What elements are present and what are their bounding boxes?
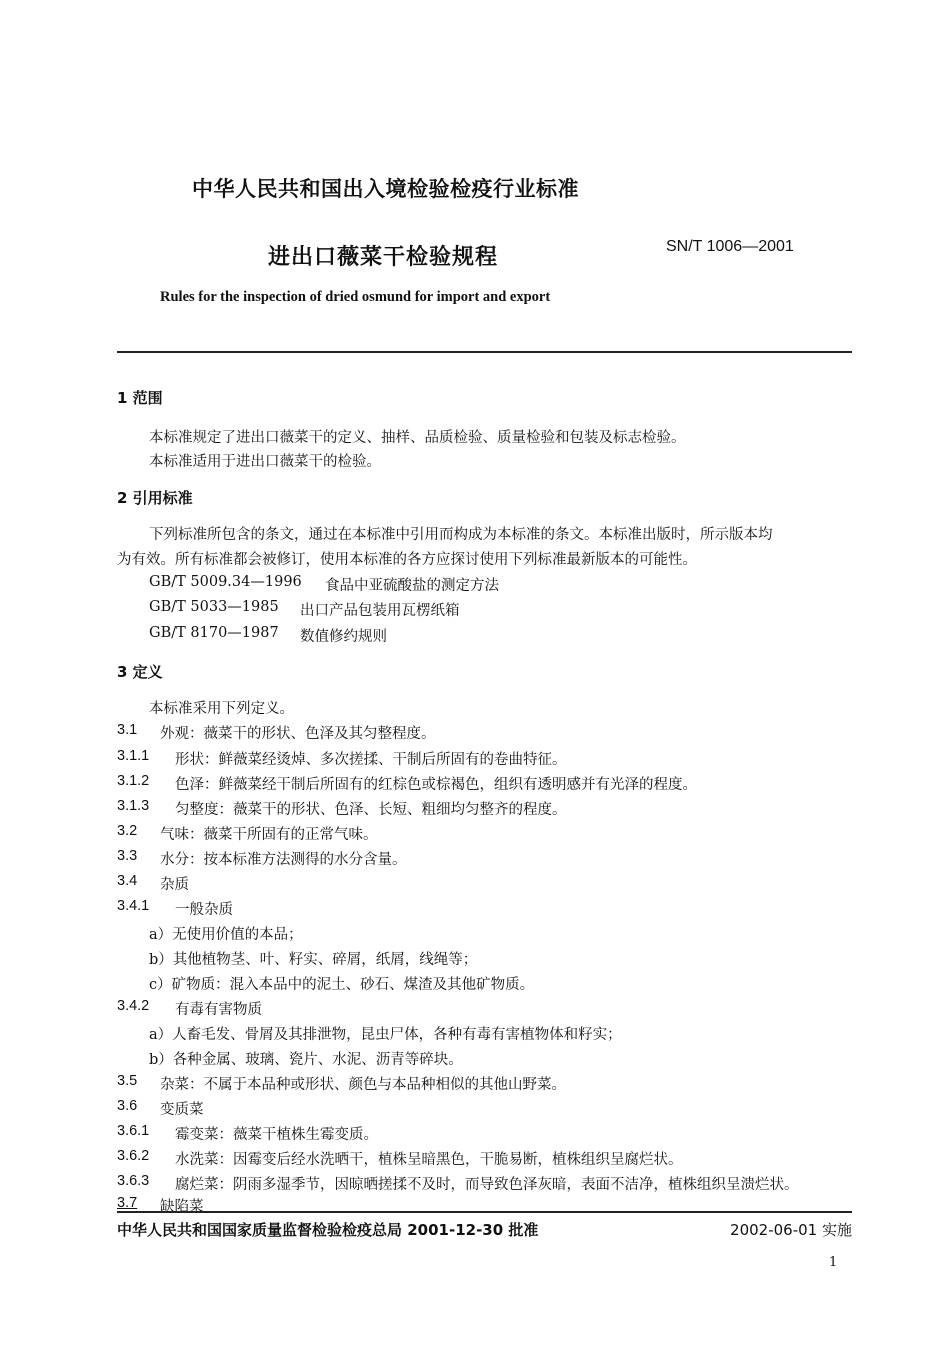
- section-1-paragraph: 本标准规定了进出口薇菜干的定义、抽样、品质检验、质量检验和包装及标志检验。: [149, 430, 686, 446]
- header-divider: [117, 351, 852, 353]
- footer-divider: [117, 1211, 852, 1213]
- definition-text: 杂菜：不属于本品种或形状、颜色与本品种相似的其他山野菜。: [160, 1077, 566, 1093]
- definition-number: 3.6: [117, 1098, 138, 1114]
- section-3-intro: 本标准采用下列定义。: [149, 701, 294, 717]
- definition-number: 3.1.1: [117, 748, 150, 764]
- definition-text: 水洗菜：因霉变后经水洗晒干，植株呈暗黑色，干脆易断，植株组织呈腐烂状。: [175, 1152, 683, 1168]
- document-title-english: Rules for the inspection of dried osmund for import and export: [160, 289, 551, 305]
- definition-subitem: b）各种金属、玻璃、瓷片、水泥、沥青等碎块。: [149, 1052, 463, 1068]
- implementation-date: 2002-06-01 实施: [730, 1221, 852, 1239]
- definition-subitem: c）矿物质：混入本品中的泥土、砂石、煤渣及其他矿物质。: [149, 977, 535, 993]
- page-number: 1: [829, 1255, 838, 1270]
- section-3-heading: 3 定义: [117, 663, 163, 681]
- definition-number: 3.4.2: [117, 998, 150, 1014]
- definition-number: 3.5: [117, 1073, 138, 1089]
- definition-number: 3.6.3: [117, 1173, 150, 1189]
- issuing-agency: 中华人民共和国出入境检验检疫行业标准: [192, 177, 579, 201]
- section-1-paragraph: 本标准适用于进出口薇菜干的检验。: [149, 454, 381, 470]
- definition-number: 3.1.2: [117, 773, 150, 789]
- definition-number: 3.4: [117, 873, 138, 889]
- definition-text: 形状：鲜薇菜经烫焯、多次搓揉、干制后所固有的卷曲特征。: [175, 752, 567, 768]
- definition-text: 一般杂质: [175, 902, 233, 918]
- document-title: 进出口薇菜干检验规程: [268, 245, 499, 270]
- definition-number: 3.1: [117, 722, 138, 738]
- definition-number: 3.2: [117, 823, 138, 839]
- reference-code: GB/T 5009.34—1996: [149, 574, 302, 590]
- definition-text: 杂质: [160, 877, 189, 893]
- definition-text: 气味：薇菜干所固有的正常气味。: [160, 827, 378, 843]
- definition-text: 霉变菜：薇菜干植株生霉变质。: [175, 1127, 378, 1143]
- definition-number: 3.6.1: [117, 1123, 150, 1139]
- definition-text: 有毒有害物质: [175, 1002, 262, 1018]
- definition-number: 3.3: [117, 848, 138, 864]
- definition-text: 变质菜: [160, 1102, 204, 1118]
- definition-number: 3.4.1: [117, 898, 150, 914]
- section-2-paragraph: 为有效。所有标准都会被修订，使用本标准的各方应探讨使用下列标准最新版本的可能性。: [117, 552, 697, 568]
- definition-subitem: b）其他植物茎、叶、籽实、碎屑，纸屑，线绳等；: [149, 952, 478, 968]
- reference-code: GB/T 5033—1985: [149, 599, 279, 615]
- reference-title: 数值修约规则: [300, 629, 387, 645]
- definition-text: 腐烂菜：阴雨多湿季节，因晾晒搓揉不及时，而导致色泽灰暗，表面不洁净，植株组织呈溃烂状。: [175, 1177, 799, 1193]
- reference-title: 出口产品包装用瓦楞纸箱: [300, 603, 460, 619]
- definition-subitem: a）无使用价值的本品；: [149, 927, 303, 943]
- definition-number: 3.6.2: [117, 1148, 150, 1164]
- definition-text: 缺陷菜: [160, 1199, 204, 1215]
- definition-number: 3.7: [117, 1195, 138, 1211]
- definition-text: 匀整度：薇菜干的形状、色泽、长短、粗细均匀整齐的程度。: [175, 802, 567, 818]
- definition-subitem: a）人畜毛发、骨屑及其排泄物，昆虫尸体，各种有毒有害植物体和籽实；: [149, 1027, 622, 1043]
- section-2-paragraph: 下列标准所包含的条文，通过在本标准中引用而构成为本标准的条文。本标准出版时，所示版本均: [149, 527, 773, 543]
- standard-number: SN/T 1006—2001: [666, 238, 794, 255]
- definition-number: 3.1.3: [117, 798, 150, 814]
- section-1-heading: 1 范围: [117, 389, 163, 407]
- reference-code: GB/T 8170—1987: [149, 625, 279, 641]
- section-2-heading: 2 引用标准: [117, 489, 193, 507]
- definition-text: 外观：薇菜干的形状、色泽及其匀整程度。: [160, 726, 436, 742]
- reference-title: 食品中亚硫酸盐的测定方法: [325, 578, 499, 594]
- approval-statement: 中华人民共和国国家质量监督检验检疫总局 2001-12-30 批准: [117, 1221, 539, 1239]
- definition-text: 色泽：鲜薇菜经干制后所固有的红棕色或棕褐色，组织有透明感并有光泽的程度。: [175, 777, 697, 793]
- definition-text: 水分：按本标准方法测得的水分含量。: [160, 852, 407, 868]
